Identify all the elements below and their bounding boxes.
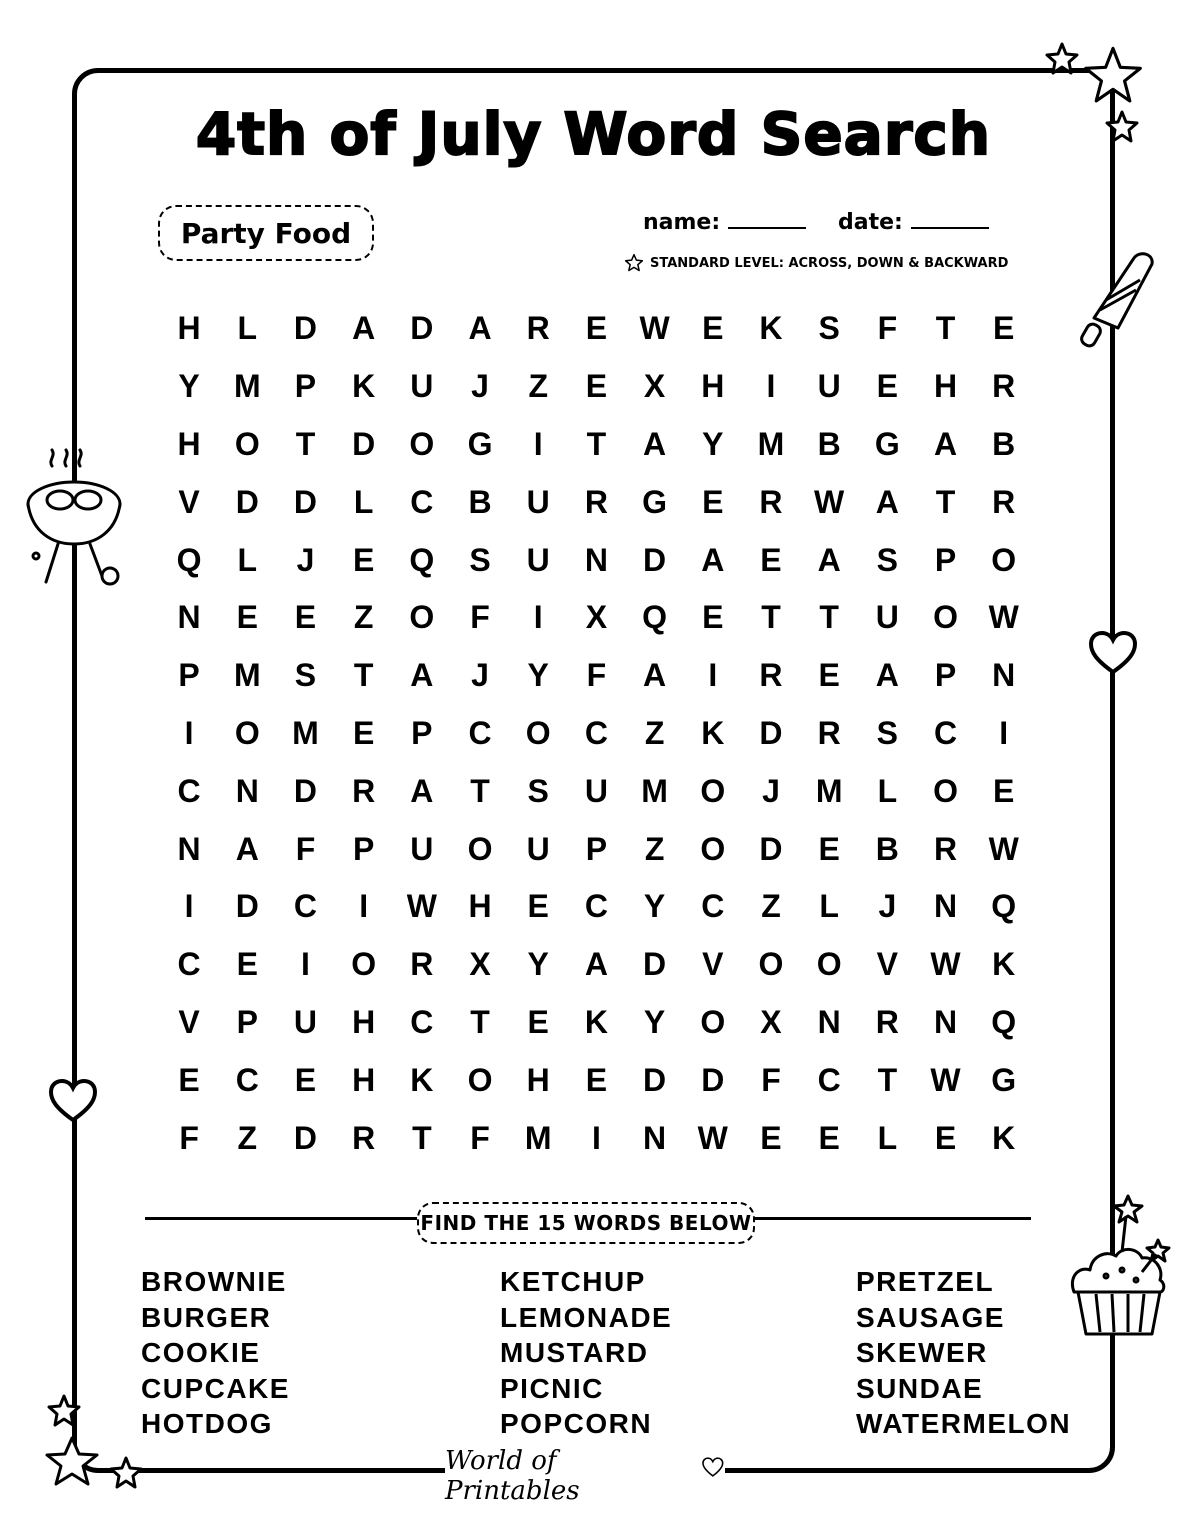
grid-letter: V: [876, 946, 899, 983]
grid-letter: M: [292, 714, 319, 751]
grid-row: [160, 994, 1033, 1052]
grid-letter: H: [352, 1003, 376, 1040]
grid-letter: E: [585, 1061, 608, 1098]
grid-letter: T: [935, 310, 956, 347]
grid-letter: C: [410, 483, 434, 520]
grid-letter: E: [178, 1061, 200, 1098]
word-list-item: SUNDAE: [856, 1372, 984, 1404]
grid-row: [160, 705, 1033, 763]
grid-letter: N: [992, 657, 1016, 694]
word-list-item: CUPCAKE: [141, 1372, 290, 1404]
grid-letter: O: [234, 425, 260, 462]
grid-letter: A: [468, 310, 492, 347]
grid-letter: K: [584, 1003, 608, 1040]
grid-letter: R: [933, 830, 958, 867]
grid-letter: H: [352, 1061, 376, 1098]
grid-letter: N: [643, 1119, 667, 1156]
grid-letter: R: [759, 483, 783, 520]
grid-letter: E: [818, 830, 840, 867]
grid-letter: I: [301, 946, 310, 983]
grid-letter: R: [992, 483, 1016, 520]
grid-letter: N: [235, 772, 259, 809]
grid-letter: Z: [528, 368, 548, 405]
grid-letter: K: [701, 714, 725, 751]
grid-letter: S: [876, 541, 899, 578]
grid-letter: I: [708, 657, 718, 694]
grid-letter: F: [586, 657, 607, 694]
grid-letter: B: [992, 425, 1016, 462]
grid-letter: H: [526, 1061, 550, 1098]
grid-letter: J: [762, 772, 780, 809]
word-list-item: HOTDOG: [141, 1408, 273, 1439]
grid-row: [160, 647, 1033, 705]
grid-letter: P: [934, 657, 957, 694]
grid-letter: C: [584, 888, 608, 925]
grid-letter: L: [877, 772, 898, 809]
date-field: [838, 207, 989, 235]
grid-letter: I: [533, 425, 543, 462]
grid-letter: A: [410, 657, 434, 694]
grid-letter: U: [526, 830, 550, 867]
grid-letter: I: [184, 714, 194, 751]
word-list-item: LEMONADE: [500, 1301, 673, 1333]
grid-letter: R: [875, 1003, 899, 1040]
grid-letter: W: [988, 830, 1019, 867]
grid-letter: S: [527, 772, 549, 809]
grid-row: [160, 820, 1033, 878]
grid-letter: A: [352, 310, 376, 347]
grid-row: [160, 300, 1033, 358]
grid-letter: E: [993, 772, 1015, 809]
grid-letter: A: [933, 425, 958, 462]
star-icon: [624, 253, 644, 273]
divider-left: [145, 1217, 417, 1220]
grid-letter: S: [294, 657, 317, 694]
grid-letter: A: [701, 541, 725, 578]
grid-letter: E: [585, 368, 608, 405]
grid-letter: E: [818, 1119, 840, 1156]
grid-row: [160, 936, 1033, 994]
grid-row: [160, 1051, 1033, 1109]
grid-letter: Z: [761, 888, 781, 925]
words-heading: FIND THE 15 WORDS BELOW: [417, 1202, 755, 1244]
grid-letter: R: [759, 657, 783, 694]
grid-letter: Q: [991, 1003, 1017, 1040]
grid-letter: R: [352, 1119, 376, 1156]
grid-letter: I: [533, 599, 543, 636]
letter-grid: [160, 300, 1033, 1167]
grid-row: [160, 589, 1033, 647]
grid-letter: E: [818, 657, 840, 694]
grid-letter: G: [874, 425, 900, 462]
grid-letter: E: [702, 483, 724, 520]
popsicle-icon: [1078, 248, 1160, 352]
grid-letter: B: [875, 830, 899, 867]
grid-letter: P: [236, 1003, 258, 1040]
grid-letter: M: [641, 772, 668, 809]
grid-row: [160, 1109, 1033, 1167]
grid-letter: D: [643, 1061, 667, 1098]
grid-letter: I: [999, 714, 1009, 751]
grid-letter: F: [179, 1119, 199, 1156]
grid-letter: V: [178, 1003, 200, 1040]
grid-letter: X: [585, 599, 608, 636]
grid-letter: A: [817, 541, 841, 578]
grid-letter: J: [471, 368, 489, 405]
grid-letter: M: [815, 772, 843, 809]
grid-letter: Z: [353, 599, 374, 636]
grid-letter: Z: [644, 830, 665, 867]
grid-letter: U: [875, 599, 899, 636]
grid-letter: J: [471, 657, 489, 694]
grid-letter: C: [177, 772, 201, 809]
grid-letter: W: [406, 888, 437, 925]
grid-letter: O: [933, 772, 958, 809]
grid-letter: S: [469, 541, 491, 578]
grid-letter: U: [526, 541, 550, 578]
name-label: name:: [643, 210, 721, 235]
grid-letter: F: [295, 830, 316, 867]
grid-letter: O: [467, 830, 493, 867]
word-list-item: BURGER: [141, 1301, 272, 1333]
grid-letter: L: [237, 310, 258, 347]
grid-letter: R: [992, 368, 1016, 405]
word-list-item: PRETZEL: [856, 1266, 995, 1297]
grid-letter: E: [527, 1003, 549, 1040]
grid-letter: T: [353, 657, 374, 694]
grid-letter: U: [584, 772, 608, 809]
grid-letter: T: [586, 425, 607, 462]
grid-letter: O: [700, 772, 726, 809]
grid-letter: D: [235, 888, 259, 925]
grid-row: [160, 358, 1033, 416]
word-list-item: KETCHUP: [500, 1266, 646, 1297]
grid-letter: I: [359, 888, 369, 925]
grid-letter: U: [410, 830, 434, 867]
word-list-column-1: [141, 1264, 290, 1442]
grid-letter: E: [934, 1119, 957, 1156]
grid-letter: O: [991, 541, 1017, 578]
name-blank-line: [728, 207, 806, 229]
grid-letter: F: [877, 310, 898, 347]
grid-letter: Z: [644, 714, 665, 751]
grid-letter: C: [235, 1061, 259, 1098]
page-title: 4th of July Word Search: [195, 100, 992, 168]
grid-letter: P: [934, 541, 957, 578]
grid-letter: S: [876, 714, 899, 751]
grid-letter: W: [988, 599, 1019, 636]
grid-letter: S: [818, 310, 840, 347]
grid-letter: D: [643, 541, 667, 578]
grid-letter: D: [293, 483, 318, 520]
grid-letter: E: [294, 1061, 317, 1098]
grid-letter: P: [585, 830, 608, 867]
grid-row: [160, 416, 1033, 474]
grid-letter: T: [470, 772, 490, 809]
grid-letter: E: [760, 541, 782, 578]
word-list-item: COOKIE: [141, 1337, 261, 1368]
word-list-item: POPCORN: [500, 1408, 653, 1439]
grid-letter: N: [177, 599, 201, 636]
grid-letter: H: [468, 888, 492, 925]
grid-letter: X: [760, 1003, 782, 1040]
grid-letter: Y: [643, 888, 666, 925]
grid-letter: C: [177, 946, 201, 983]
grid-letter: A: [584, 946, 608, 983]
grid-letter: E: [236, 946, 258, 983]
grid-letter: E: [702, 310, 724, 347]
grid-letter: L: [237, 541, 258, 578]
grid-letter: W: [814, 483, 845, 520]
grid-letter: U: [526, 483, 550, 520]
word-list-column-3: [856, 1264, 1071, 1442]
grill-icon: [22, 448, 126, 588]
stars-top-right-icon: [1038, 40, 1148, 150]
grid-letter: E: [352, 541, 375, 578]
grid-letter: O: [700, 1003, 726, 1040]
grid-letter: H: [177, 310, 201, 347]
cupcake-icon: [1066, 1192, 1176, 1342]
grid-letter: O: [409, 599, 435, 636]
grid-row: [160, 531, 1033, 589]
grid-letter: A: [235, 830, 259, 867]
grid-letter: U: [293, 1003, 318, 1040]
grid-letter: C: [468, 714, 492, 751]
grid-letter: O: [816, 946, 842, 983]
grid-letter: R: [352, 772, 376, 809]
grid-letter: A: [875, 483, 899, 520]
grid-letter: E: [352, 714, 375, 751]
grid-letter: W: [639, 310, 670, 347]
word-list-item: WATERMELON: [856, 1408, 1072, 1439]
date-label: date:: [838, 210, 903, 235]
grid-letter: D: [352, 425, 376, 462]
grid-letter: Y: [527, 657, 549, 694]
grid-letter: Y: [643, 1003, 666, 1040]
grid-letter: E: [702, 599, 724, 636]
grid-letter: H: [701, 368, 725, 405]
divider-right: [755, 1217, 1031, 1220]
word-list-item: SAUSAGE: [856, 1301, 1005, 1333]
grid-letter: E: [585, 310, 608, 347]
grid-letter: P: [352, 830, 375, 867]
grid-letter: G: [991, 1061, 1017, 1098]
grid-letter: E: [760, 1119, 782, 1156]
grid-letter: J: [296, 541, 315, 578]
grid-letter: Z: [237, 1119, 258, 1156]
grid-letter: Q: [991, 888, 1017, 925]
heart-icon: [1088, 630, 1138, 676]
grid-letter: E: [993, 310, 1015, 347]
stars-bottom-left-icon: [40, 1392, 150, 1502]
grid-letter: L: [877, 1119, 898, 1156]
grid-letter: T: [295, 425, 316, 462]
grid-letter: D: [293, 1119, 318, 1156]
grid-letter: C: [817, 1061, 841, 1098]
grid-row: [160, 878, 1033, 936]
grid-letter: T: [877, 1061, 898, 1098]
word-list-item: MUSTARD: [500, 1337, 649, 1368]
grid-letter: R: [817, 714, 841, 751]
grid-letter: Y: [702, 425, 724, 462]
grid-letter: Q: [642, 599, 668, 636]
name-field: [643, 207, 806, 235]
grid-letter: K: [410, 1061, 434, 1098]
grid-letter: A: [875, 657, 899, 694]
grid-letter: O: [409, 425, 435, 462]
grid-letter: L: [353, 483, 374, 520]
grid-letter: D: [235, 483, 259, 520]
logo-text: World of Printables: [445, 1446, 580, 1506]
grid-letter: T: [470, 1003, 490, 1040]
grid-letter: I: [184, 888, 194, 925]
grid-letter: C: [701, 888, 725, 925]
grid-letter: M: [524, 1119, 552, 1156]
grid-letter: N: [177, 830, 201, 867]
grid-letter: F: [470, 599, 490, 636]
grid-letter: K: [759, 310, 783, 347]
grid-letter: N: [817, 1003, 841, 1040]
word-list-item: BROWNIE: [141, 1266, 287, 1297]
grid-letter: Q: [176, 541, 202, 578]
grid-letter: E: [294, 599, 317, 636]
grid-letter: D: [643, 946, 667, 983]
grid-letter: P: [178, 657, 200, 694]
grid-letter: I: [591, 1119, 601, 1156]
grid-letter: C: [410, 1003, 434, 1040]
grid-letter: U: [410, 368, 434, 405]
grid-letter: H: [933, 368, 958, 405]
word-list-item: PICNIC: [500, 1372, 604, 1404]
grid-letter: B: [468, 483, 492, 520]
grid-letter: A: [643, 425, 667, 462]
grid-letter: O: [351, 946, 377, 983]
grid-letter: D: [701, 1061, 725, 1098]
grid-letter: K: [992, 1119, 1016, 1156]
grid-letter: A: [410, 772, 434, 809]
grid-letter: X: [643, 368, 666, 405]
grid-letter: O: [700, 830, 726, 867]
theme-label: Party Food: [158, 205, 374, 261]
grid-letter: W: [697, 1119, 728, 1156]
grid-row: [160, 762, 1033, 820]
grid-letter: T: [412, 1119, 432, 1156]
grid-letter: O: [758, 946, 784, 983]
grid-letter: V: [178, 483, 200, 520]
grid-letter: Q: [409, 541, 435, 578]
grid-letter: C: [293, 888, 318, 925]
grid-letter: X: [469, 946, 491, 983]
grid-letter: T: [819, 599, 839, 636]
word-list-column-2: [500, 1264, 672, 1442]
grid-letter: D: [293, 310, 318, 347]
grid-letter: N: [933, 1003, 958, 1040]
grid-letter: M: [757, 425, 785, 462]
word-list-item: SKEWER: [856, 1337, 988, 1368]
grid-letter: O: [234, 714, 260, 751]
grid-letter: G: [467, 425, 493, 462]
footer-logo: [445, 1448, 725, 1504]
grid-letter: C: [933, 714, 958, 751]
grid-letter: F: [761, 1061, 781, 1098]
grid-letter: C: [584, 714, 608, 751]
grid-letter: M: [233, 368, 261, 405]
grid-letter: D: [759, 714, 783, 751]
grid-letter: O: [467, 1061, 493, 1098]
grid-letter: J: [878, 888, 897, 925]
grid-letter: D: [410, 310, 434, 347]
heart-icon: [48, 1078, 98, 1124]
grid-letter: D: [293, 772, 318, 809]
grid-letter: B: [817, 425, 841, 462]
heart-icon: [701, 1456, 725, 1478]
grid-letter: E: [527, 888, 549, 925]
grid-letter: L: [819, 888, 839, 925]
grid-letter: R: [410, 946, 434, 983]
grid-letter: N: [584, 541, 608, 578]
grid-letter: R: [526, 310, 550, 347]
grid-letter: Y: [178, 368, 200, 405]
grid-letter: K: [992, 946, 1016, 983]
grid-row: [160, 473, 1033, 531]
grid-letter: W: [930, 946, 961, 983]
grid-letter: D: [759, 830, 783, 867]
grid-letter: O: [525, 714, 551, 751]
grid-letter: R: [584, 483, 608, 520]
difficulty-level: [624, 253, 1008, 273]
grid-letter: A: [643, 657, 667, 694]
grid-letter: P: [294, 368, 317, 405]
date-blank-line: [911, 207, 989, 229]
grid-letter: N: [933, 888, 958, 925]
grid-letter: V: [702, 946, 724, 983]
grid-letter: Y: [527, 946, 549, 983]
grid-letter: M: [233, 657, 261, 694]
grid-letter: G: [642, 483, 668, 520]
level-text: STANDARD LEVEL: ACROSS, DOWN & BACKWARD: [650, 255, 1009, 271]
grid-letter: E: [236, 599, 258, 636]
grid-letter: P: [411, 714, 433, 751]
grid-letter: F: [470, 1119, 490, 1156]
grid-letter: W: [930, 1061, 961, 1098]
grid-letter: H: [177, 425, 201, 462]
grid-letter: T: [761, 599, 781, 636]
grid-letter: E: [876, 368, 899, 405]
grid-letter: K: [352, 368, 376, 405]
grid-letter: U: [817, 368, 841, 405]
grid-letter: I: [766, 368, 776, 405]
grid-letter: T: [935, 483, 956, 520]
grid-letter: O: [933, 599, 958, 636]
